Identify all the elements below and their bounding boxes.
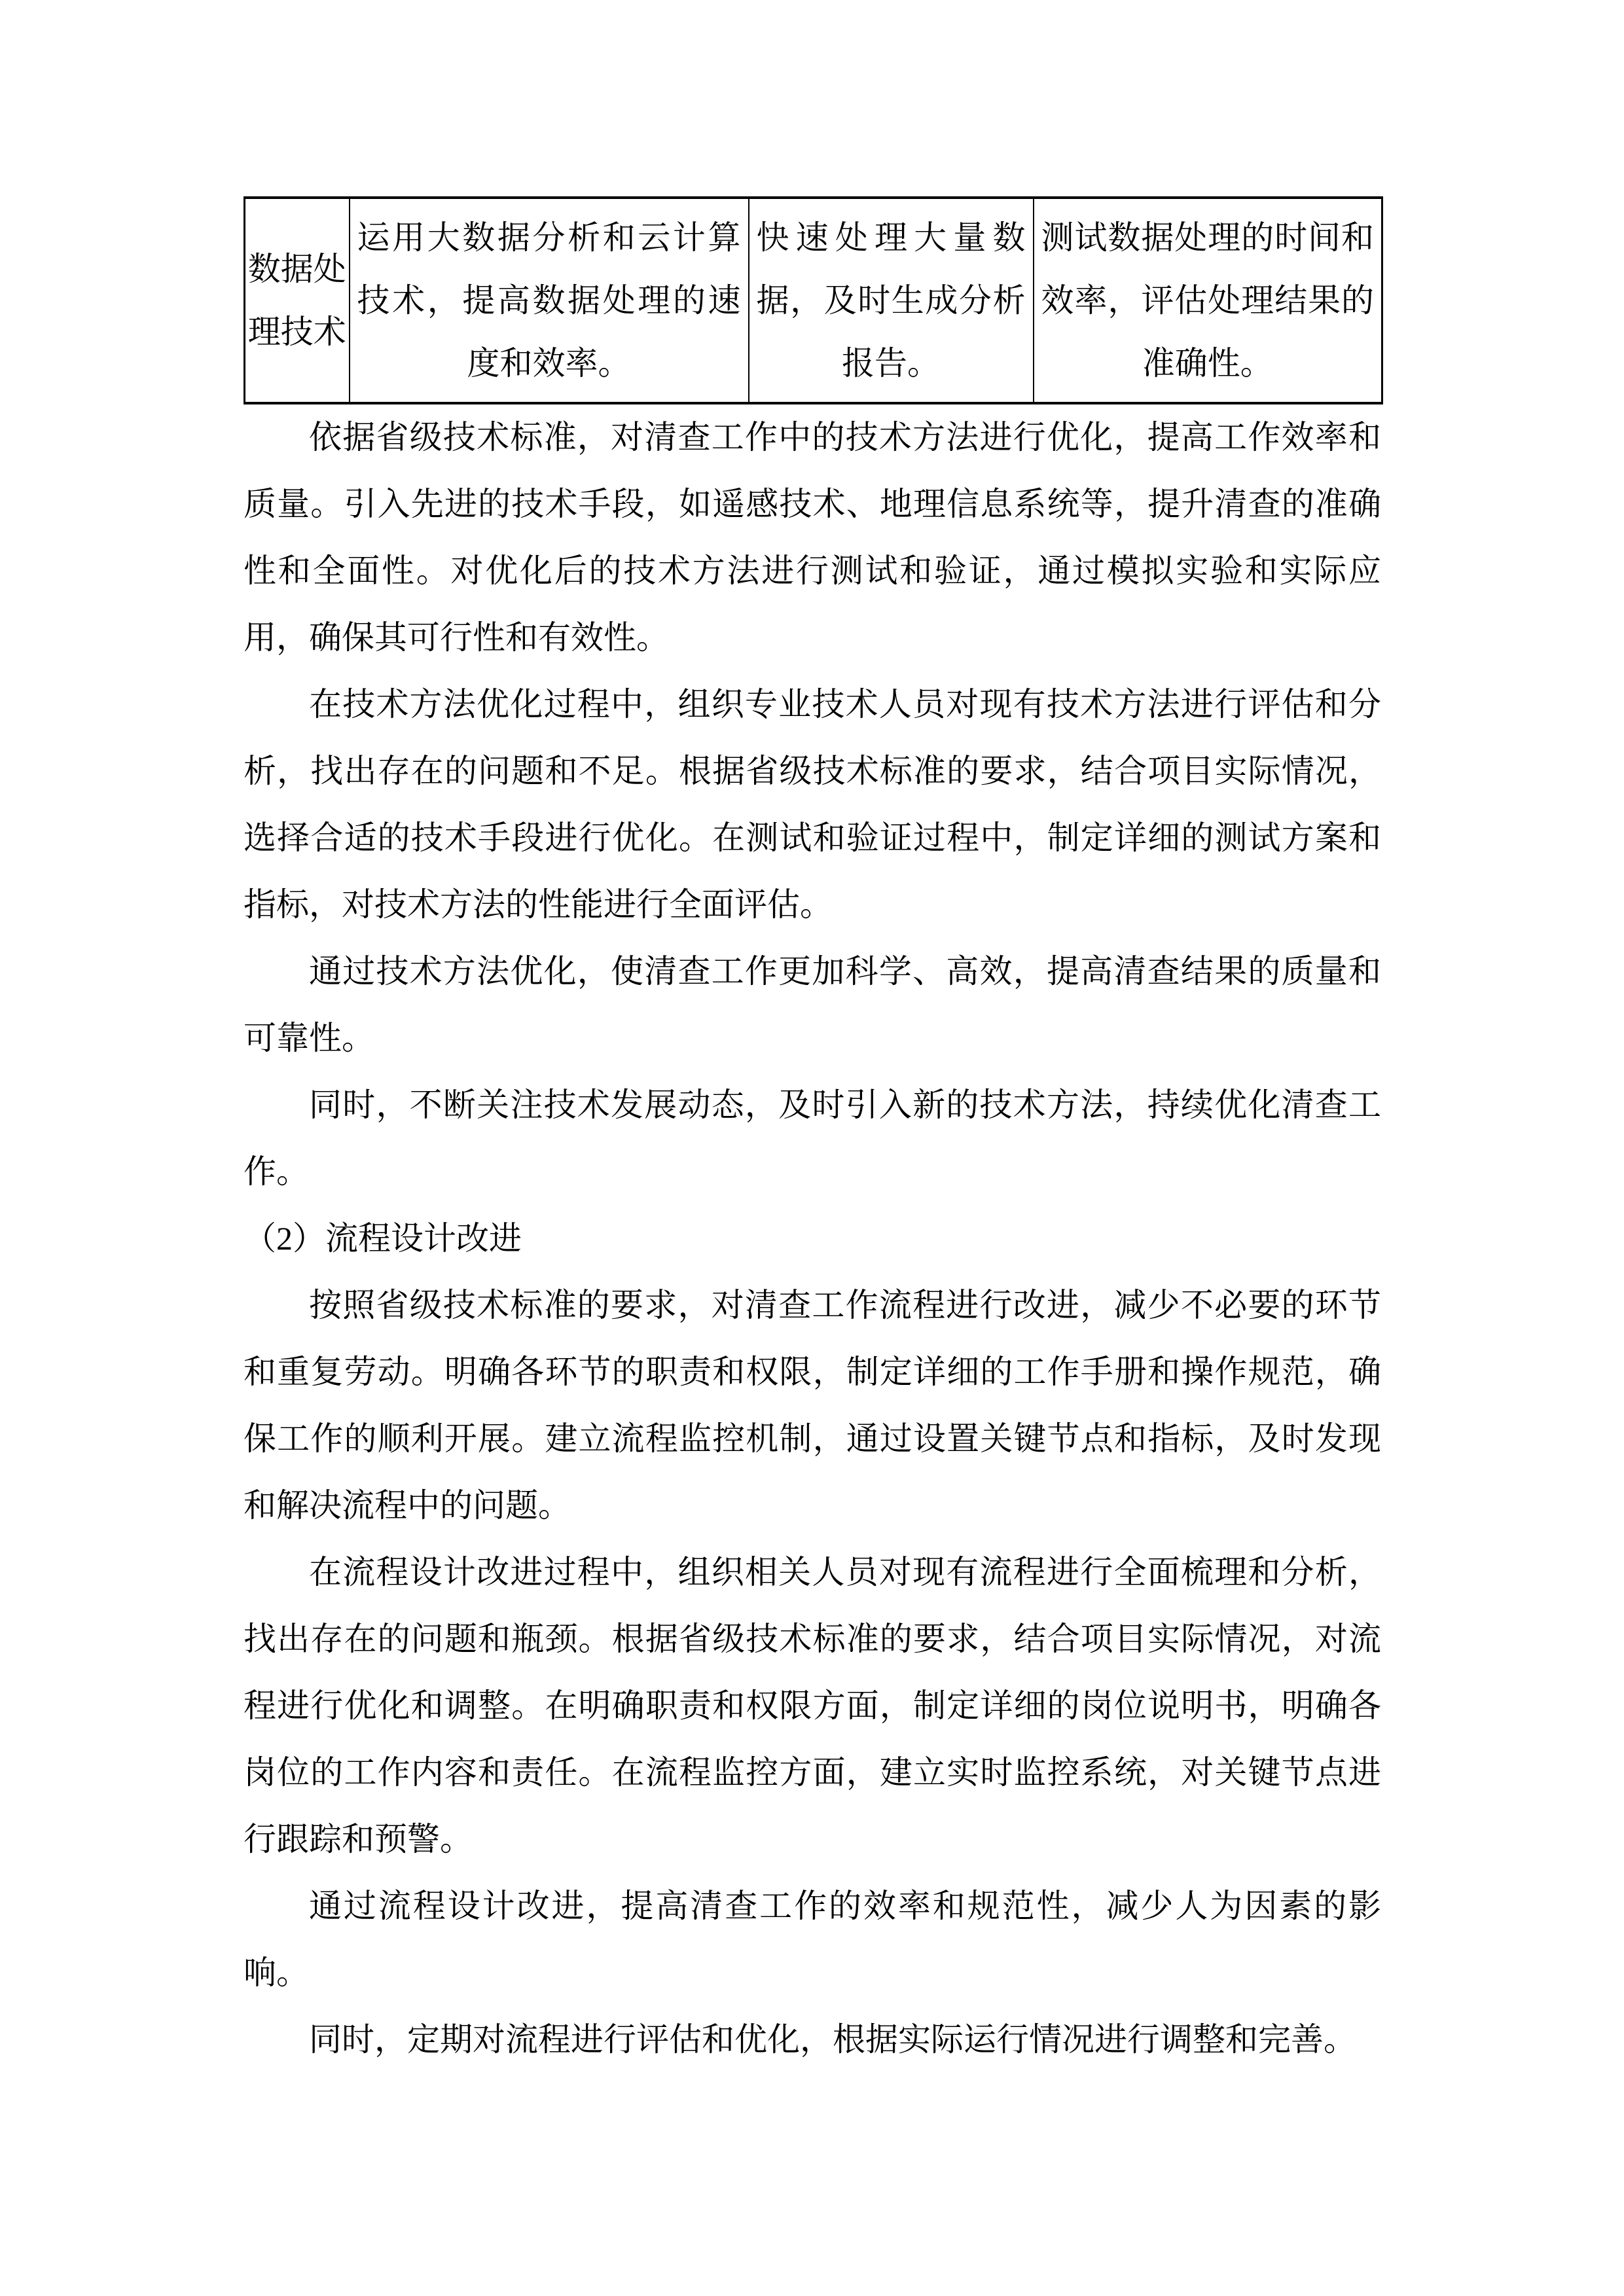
table-cell-row-header: 数据处理技术: [245, 198, 350, 403]
paragraph: 依据省级技术标准，对清查工作中的技术方法进行优化，提高工作效率和质量。引入先进的技术手段，如遥感技术、地理信息系统等，提升清查的准确性和全面性。对优化后的技术方法进行测试和验证，通过模拟实验和实际应用，确保其可行性和有效性。: [244, 419, 1381, 656]
section-heading: （2）流程设计改进: [244, 1220, 522, 1257]
table-cell-evaluation: 测试数据处理的时间和效率，评估处理结果的准确性。: [1034, 198, 1382, 403]
data-processing-table: [244, 196, 1383, 404]
paragraph: 同时，定期对流程进行评估和优化，根据实际运行情况进行调整和完善。: [309, 2021, 1356, 2058]
table-cell-measures: 运用大数据分析和云计算技术，提高数据处理的速度和效率。: [350, 198, 749, 403]
table-cell-goal: 快速处理大量数据，及时生成分析报告。: [749, 198, 1034, 403]
paragraph: 按照省级技术标准的要求，对清查工作流程进行改进，减少不必要的环节和重复劳动。明确各环节的职责和权限，制定详细的工作手册和操作规范，确保工作的顺利开展。建立流程监控机制，通过设置关键节点和指标，及时发现和解决流程中的问题。: [244, 1287, 1381, 1524]
body-text-block: [244, 404, 1381, 2073]
table-row: [245, 198, 1382, 403]
paragraph: 在技术方法优化过程中，组织专业技术人员对现有技术方法进行评估和分析，找出存在的问题和不足。根据省级技术标准的要求，结合项目实际情况，选择合适的技术手段进行优化。在测试和验证过程中，制定详细的测试方案和指标，对技术方法的性能进行全面评估。: [244, 686, 1381, 923]
paragraph: 在流程设计改进过程中，组织相关人员对现有流程进行全面梳理和分析，找出存在的问题和瓶颈。根据省级技术标准的要求，结合项目实际情况，对流程进行优化和调整。在明确职责和权限方面，制定详细的岗位说明书，明确各岗位的工作内容和责任。在流程监控方面，建立实时监控系统，对关键节点进行跟踪和预警。: [244, 1554, 1381, 1857]
paragraph: 同时，不断关注技术发展动态，及时引入新的技术方法，持续优化清查工作。: [244, 1086, 1381, 1190]
paragraph: 通过流程设计改进，提高清查工作的效率和规范性，减少人为因素的影响。: [244, 1888, 1381, 1991]
paragraph: 通过技术方法优化，使清查工作更加科学、高效，提高清查结果的质量和可靠性。: [244, 953, 1381, 1056]
